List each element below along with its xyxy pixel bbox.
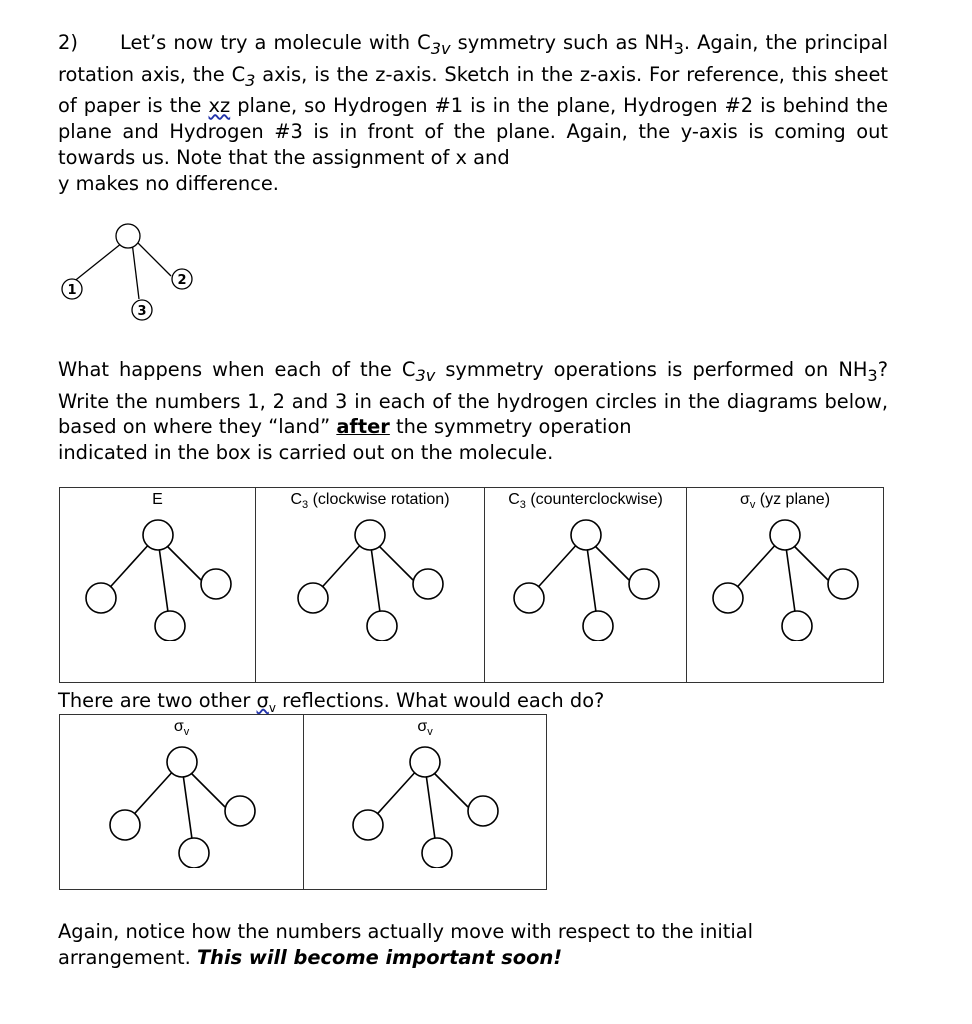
- hydrogen-circle-1[interactable]: [86, 583, 116, 613]
- nitrogen-circle: [167, 747, 197, 777]
- nitrogen-circle: [116, 224, 140, 248]
- sigma-v-spelling-mark: $\sigma_v$: [256, 689, 276, 715]
- hydrogen-circle-2[interactable]: [413, 569, 443, 599]
- molecule-diagram-sigma-v-yz: [700, 511, 870, 641]
- hydrogen-circle-1[interactable]: [514, 583, 544, 613]
- hydrogen-circle-3[interactable]: [367, 611, 397, 641]
- operation-box-c3-clockwise: [256, 488, 485, 683]
- hydrogen-circle-3[interactable]: [422, 838, 452, 868]
- symmetry-operations-table: [59, 487, 884, 683]
- hydrogen-1-label: 1: [67, 283, 77, 298]
- hydrogen-circle-2[interactable]: [225, 796, 255, 826]
- question-paragraph: What happens when each of the $C_{3v}$ symmetry operations is performed on $NH_3$? Write the numbers 1, 2 and 3 in each of the hydrogen circles in the diagrams below, based on where they “land” after the symmetry operation indicated in the box is carried out on the molecule.: [58, 358, 888, 465]
- hydrogen-circle-3[interactable]: [782, 611, 812, 641]
- hydrogen-2-label: 2: [177, 273, 187, 288]
- nitrogen-circle: [770, 520, 800, 550]
- hydrogen-circle-1[interactable]: [713, 583, 743, 613]
- hydrogen-3-label: 3: [137, 304, 147, 319]
- hydrogen-circle-2[interactable]: [629, 569, 659, 599]
- operation-label-sigma-v-yz: $\sigma_v$ (yz plane): [739, 491, 831, 512]
- hydrogen-circle-1[interactable]: [110, 810, 140, 840]
- hydrogen-circle-1[interactable]: [298, 583, 328, 613]
- closing-paragraph: Again, notice how the numbers actually move with respect to the initial arrangement. This will become important soon!: [58, 920, 754, 969]
- reflections-question: There are two other $\sigma_v$ reflections. What would each do?: [58, 689, 605, 715]
- molecule-diagram-c3-clockwise: [285, 511, 455, 641]
- operation-box-c3-counterclockwise: [485, 488, 687, 683]
- operation-box-sigma-v-yz: [687, 488, 884, 683]
- hydrogen-circle-3[interactable]: [583, 611, 613, 641]
- molecule-diagram-reflection-2: [340, 738, 510, 868]
- reflection-box-1: [60, 715, 304, 890]
- molecule-diagram-identity: [73, 511, 243, 641]
- reference-molecule-diagram: [52, 212, 222, 332]
- operation-label-c3-clockwise: $C_3$ (clockwise rotation): [290, 491, 450, 512]
- hydrogen-circle-3[interactable]: [179, 838, 209, 868]
- question-number: 2): [58, 31, 78, 54]
- nitrogen-circle: [143, 520, 173, 550]
- hydrogen-circle-2[interactable]: [468, 796, 498, 826]
- after-emphasis: after: [336, 415, 390, 439]
- reflection-label-1: $\sigma_v$: [173, 718, 190, 739]
- hydrogen-circle-2[interactable]: [201, 569, 231, 599]
- reflections-table: [59, 714, 547, 890]
- molecule-diagram-c3-counterclockwise: [501, 511, 671, 641]
- bond-2: [135, 240, 171, 276]
- xz-spelling-mark: xz: [208, 94, 231, 118]
- nitrogen-circle: [355, 520, 385, 550]
- operation-label-identity: E: [152, 491, 163, 508]
- important-note: This will become important soon!: [196, 945, 563, 969]
- intro-paragraph: 2) Let’s now try a molecule with $C_{3v}$ symmetry such as $NH_3$. Again, the principal rotation axis, the $C_3$ axis, is the z-axis. Sketch in the z-axis. For reference, this sheet of paper is the xz plane, so Hydrogen #1 is in the plane, Hydrogen #2 is behind the plane and Hydrogen #3 is in front of the plane. Again, the y-axis is coming out towards us. Note that the assignment of x and y makes no difference.: [58, 31, 888, 195]
- hydrogen-circle-3[interactable]: [155, 611, 185, 641]
- bond-3: [132, 242, 139, 299]
- operation-label-c3-counterclockwise: $C_3$ (counterclockwise): [508, 491, 663, 512]
- operation-box-identity: [60, 488, 256, 683]
- hydrogen-circle-1[interactable]: [353, 810, 383, 840]
- hydrogen-circle-2[interactable]: [828, 569, 858, 599]
- nitrogen-circle: [410, 747, 440, 777]
- reflection-box-2: [304, 715, 547, 890]
- reflection-label-2: $\sigma_v$: [417, 718, 433, 739]
- nitrogen-circle: [571, 520, 601, 550]
- molecule-diagram-reflection-1: [97, 738, 267, 868]
- bond-1: [72, 239, 127, 283]
